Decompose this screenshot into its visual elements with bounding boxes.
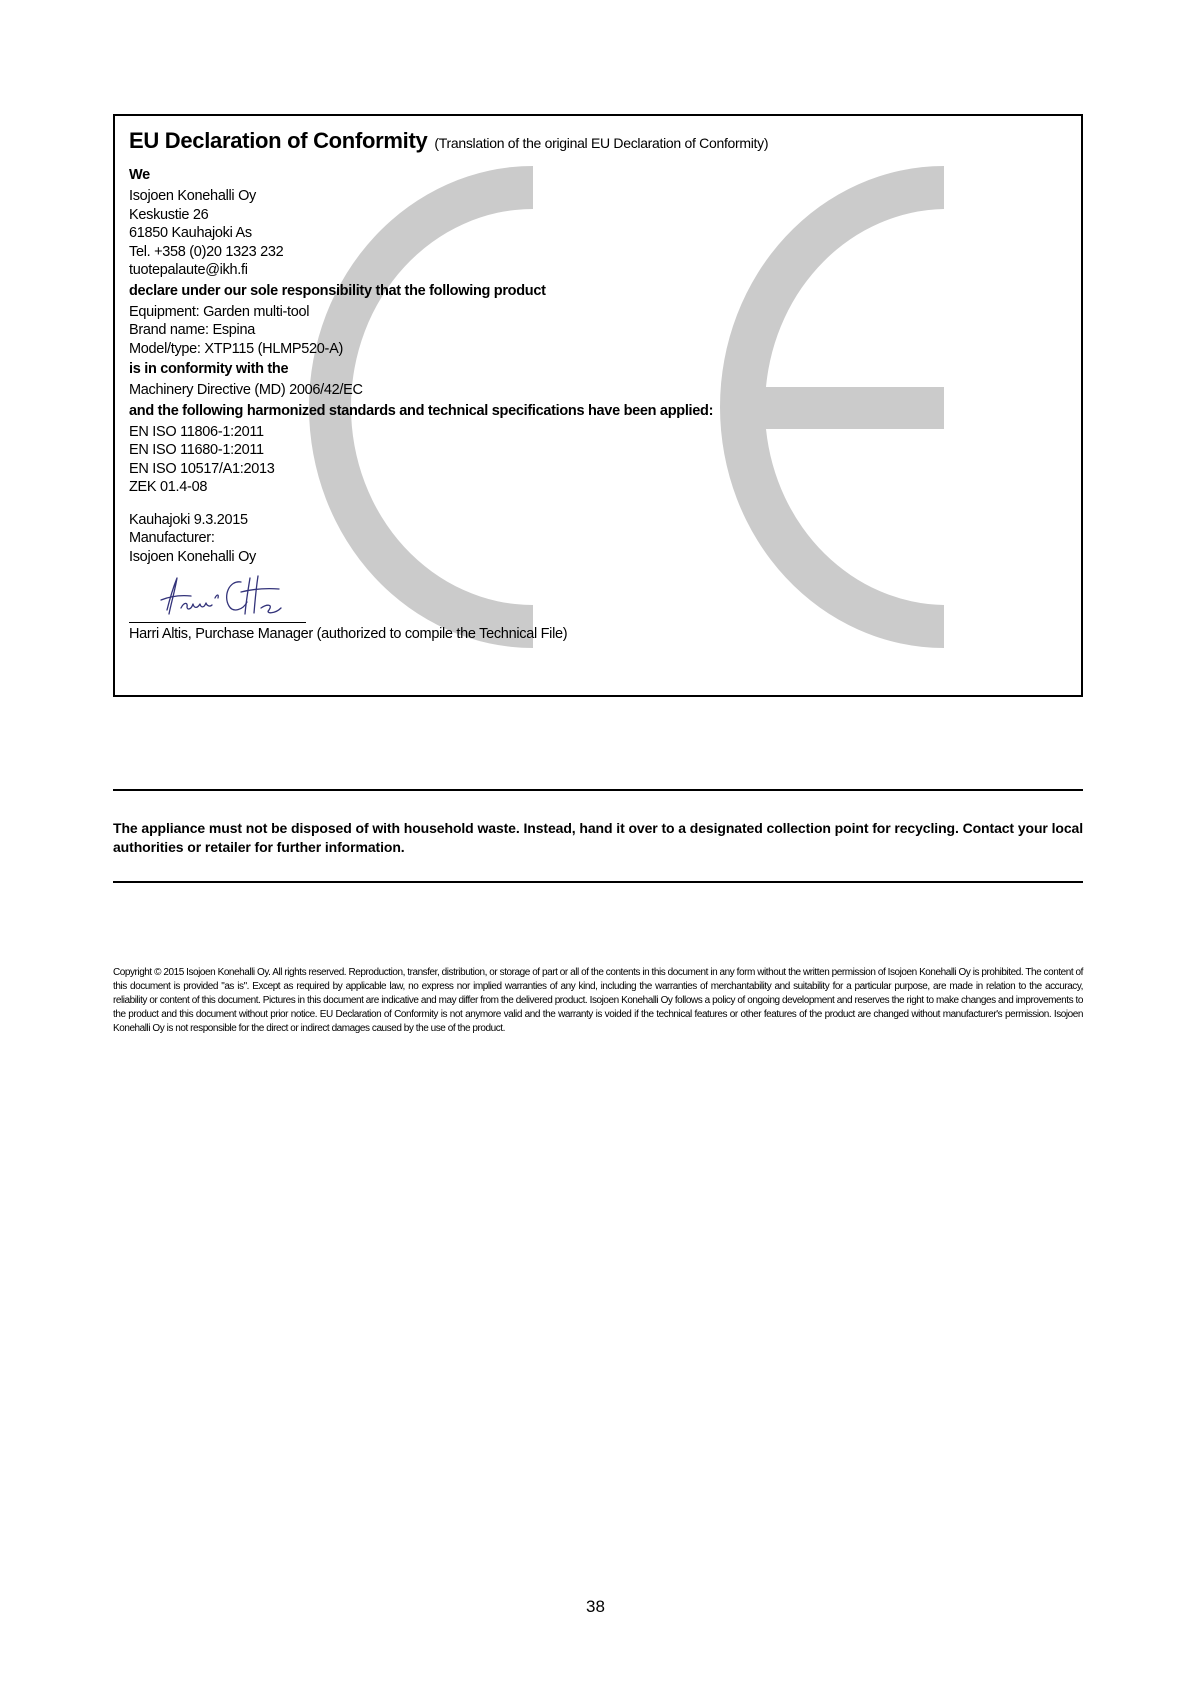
product-brand: Brand name: Espina — [129, 322, 255, 338]
declaration-content — [129, 128, 1067, 644]
company-postal: 61850 Kauhajoki As — [129, 225, 252, 241]
we-label: We — [129, 167, 150, 183]
signatory: Harri Altis, Purchase Manager (authorized to compile the Technical File) — [129, 626, 568, 642]
standard-item: EN ISO 11806-1:2011 — [129, 423, 264, 440]
company-street: Keskustie 26 — [129, 206, 209, 223]
copyright-notice: Copyright © 2015 Isojoen Konehalli Oy. All rights reserved. Reproduction, transfer, distribution, or storage of part or all of the contents in this document in any form without the written permission of Isojoen Konehalli Oy is prohibited. The content of this document is provided "as is". Except as required by applicable law, no express nor implied warranties of any kind, including the warranties of merchantability and suitability for a particular purpose, are made in relation to the accuracy, reliability or content of this document. Pictures in this document are indicative and may differ from the delivered product. Isojoen Konehalli Oy follows a policy of ongoing development and reserves the right to make changes and improvements to the product and this document without prior notice. EU Declaration of Conformity is not anymore valid and the warranty is voided if the technical features or other features of the product are changed without manufacturer's permission. Isojoen Konehalli Oy is not responsible for the direct or indirect damages caused by the use of the product. — [113, 967, 1083, 1034]
standard-item: EN ISO 11680-1:2011 — [129, 442, 264, 458]
divider-bottom — [113, 881, 1083, 883]
conformity-statement: is in conformity with the — [129, 361, 289, 377]
handwritten-signature — [157, 574, 287, 618]
declare-statement: declare under our sole responsibility that the following product — [129, 282, 546, 299]
signature-line — [129, 622, 306, 623]
declaration-subtitle: (Translation of the original EU Declaration of Conformity) — [434, 135, 769, 151]
standard-item: ZEK 01.4-08 — [129, 479, 208, 495]
manufacturer-label: Manufacturer: — [129, 530, 215, 546]
title-row — [129, 128, 1067, 154]
directive: Machinery Directive (MD) 2006/42/EC — [129, 382, 363, 398]
spacer — [129, 497, 1067, 511]
company-phone: Tel. +358 (0)20 1323 232 — [129, 243, 284, 260]
page-number: 38 — [586, 1597, 605, 1616]
disposal-notice: The appliance must not be disposed of with household waste. Instead, hand it over to a designated collection point for recycling. Contact your local authorities or retailer for further information. — [113, 820, 1083, 855]
standard-item: EN ISO 10517/A1:2013 — [129, 460, 275, 477]
company-name: Isojoen Konehalli Oy — [129, 188, 256, 204]
divider-top — [113, 789, 1083, 791]
place-date: Kauhajoki 9.3.2015 — [129, 511, 248, 528]
declaration-box — [113, 114, 1083, 697]
company-email: tuotepalaute@ikh.fi — [129, 262, 248, 278]
standards-statement: and the following harmonized standards and technical specifications have been applied: — [129, 402, 714, 419]
manufacturer-name: Isojoen Konehalli Oy — [129, 548, 256, 565]
product-model: Model/type: XTP115 (HLMP520-A) — [129, 340, 343, 357]
declaration-title: EU Declaration of Conformity — [129, 128, 428, 153]
product-equipment: Equipment: Garden multi-tool — [129, 303, 310, 320]
